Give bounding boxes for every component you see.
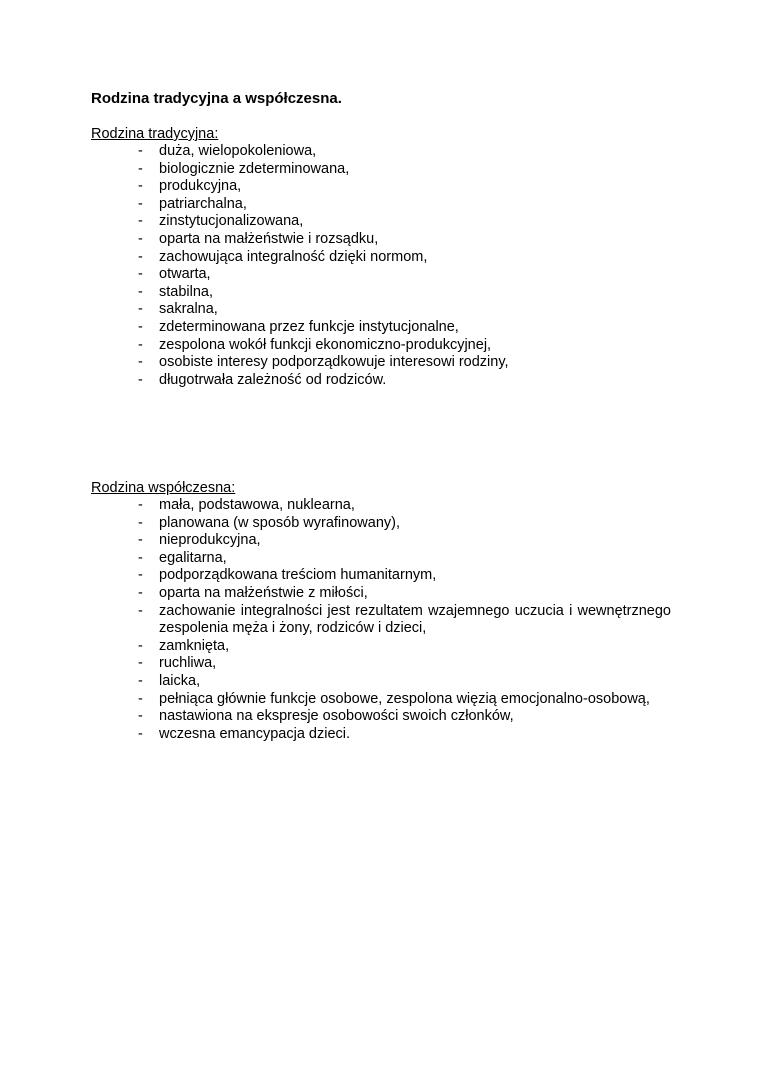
dash-bullet: - (138, 178, 143, 195)
list-item: - zespolona wokół funkcji ekonomiczno-produkcyjnej, (138, 336, 492, 353)
dash-bullet: - (138, 655, 143, 672)
list-item: - produkcyjna, (138, 178, 242, 195)
list-item: - nastawiona na ekspresje osobowości swoich członków, (138, 708, 514, 725)
list-item: - pełniąca głównie funkcje osobowe, zespolona więzią emocjonalno-osobową, (138, 690, 650, 707)
list-item: - zdeterminowana przez funkcje instytucjonalne, (138, 318, 459, 335)
dash-bullet: - (138, 602, 143, 619)
list-item: - laicka, (138, 672, 201, 689)
document-title: Rodzina tradycyjna a współczesna. (91, 90, 342, 107)
dash-bullet: - (138, 725, 143, 742)
list-item: - ruchliwa, (138, 655, 217, 672)
list-item: - egalitarna, (138, 549, 227, 566)
dash-bullet: - (138, 690, 143, 707)
dash-bullet: - (138, 532, 143, 549)
dash-bullet: - (138, 336, 143, 353)
dash-bullet: - (138, 160, 143, 177)
dash-bullet: - (138, 230, 143, 247)
dash-bullet: - (138, 318, 143, 335)
dash-bullet: - (138, 143, 143, 159)
dash-bullet: - (138, 371, 143, 388)
dash-bullet: - (138, 301, 143, 318)
list-item: - zachowanie integralności jest rezultatem wzajemnego uczucia i wewnętrznego zespolenia męża i żony, rodziców i dzieci, (138, 602, 671, 637)
list-item: - oparta na małżeństwie i rozsądku, (138, 230, 379, 247)
list-item: - biologicznie zdeterminowana, (138, 160, 350, 177)
dash-bullet: - (138, 584, 143, 601)
list-item: - otwarta, (138, 266, 211, 283)
list-item: - zachowująca integralność dzięki normom, (138, 248, 428, 265)
list-item: - długotrwała zależność od rodziców. (138, 371, 387, 388)
traditional-family-heading: Rodzina tradycyjna: (91, 126, 219, 142)
dash-bullet: - (138, 248, 143, 265)
dash-bullet: - (138, 266, 143, 283)
list-item: - osobiste interesy podporządkowuje interesowi rodziny, (138, 354, 509, 371)
dash-bullet: - (138, 195, 143, 212)
traditional-family-section (91, 125, 671, 389)
traditional-family-list (91, 143, 671, 389)
list-item: - duża, wielopokoleniowa, (138, 143, 317, 159)
list-item: - stabilna, (138, 283, 214, 300)
list-item: - mała, podstawowa, nuklearna, (138, 497, 355, 513)
modern-family-heading: Rodzina współczesna: (91, 480, 236, 496)
dash-bullet: - (138, 213, 143, 230)
dash-bullet: - (138, 514, 143, 531)
list-item: - sakralna, (138, 301, 218, 318)
dash-bullet: - (138, 672, 143, 689)
dash-bullet: - (138, 497, 143, 513)
list-item: - zamknięta, (138, 637, 230, 654)
dash-bullet: - (138, 567, 143, 584)
list-item: - planowana (w sposób wyrafinowany), (138, 514, 400, 531)
modern-family-list (91, 497, 671, 743)
list-item: - wczesna emancypacja dzieci. (138, 725, 351, 742)
dash-bullet: - (138, 283, 143, 300)
list-item: - nieprodukcyjna, (138, 532, 261, 549)
list-item: - podporządkowana treściom humanitarnym, (138, 567, 437, 584)
dash-bullet: - (138, 708, 143, 725)
list-item: - zinstytucjonalizowana, (138, 213, 304, 230)
dash-bullet: - (138, 354, 143, 371)
modern-family-section (91, 479, 671, 743)
list-item: - oparta na małżeństwie z miłości, (138, 584, 368, 601)
list-item: - patriarchalna, (138, 195, 247, 212)
dash-bullet: - (138, 637, 143, 654)
dash-bullet: - (138, 549, 143, 566)
